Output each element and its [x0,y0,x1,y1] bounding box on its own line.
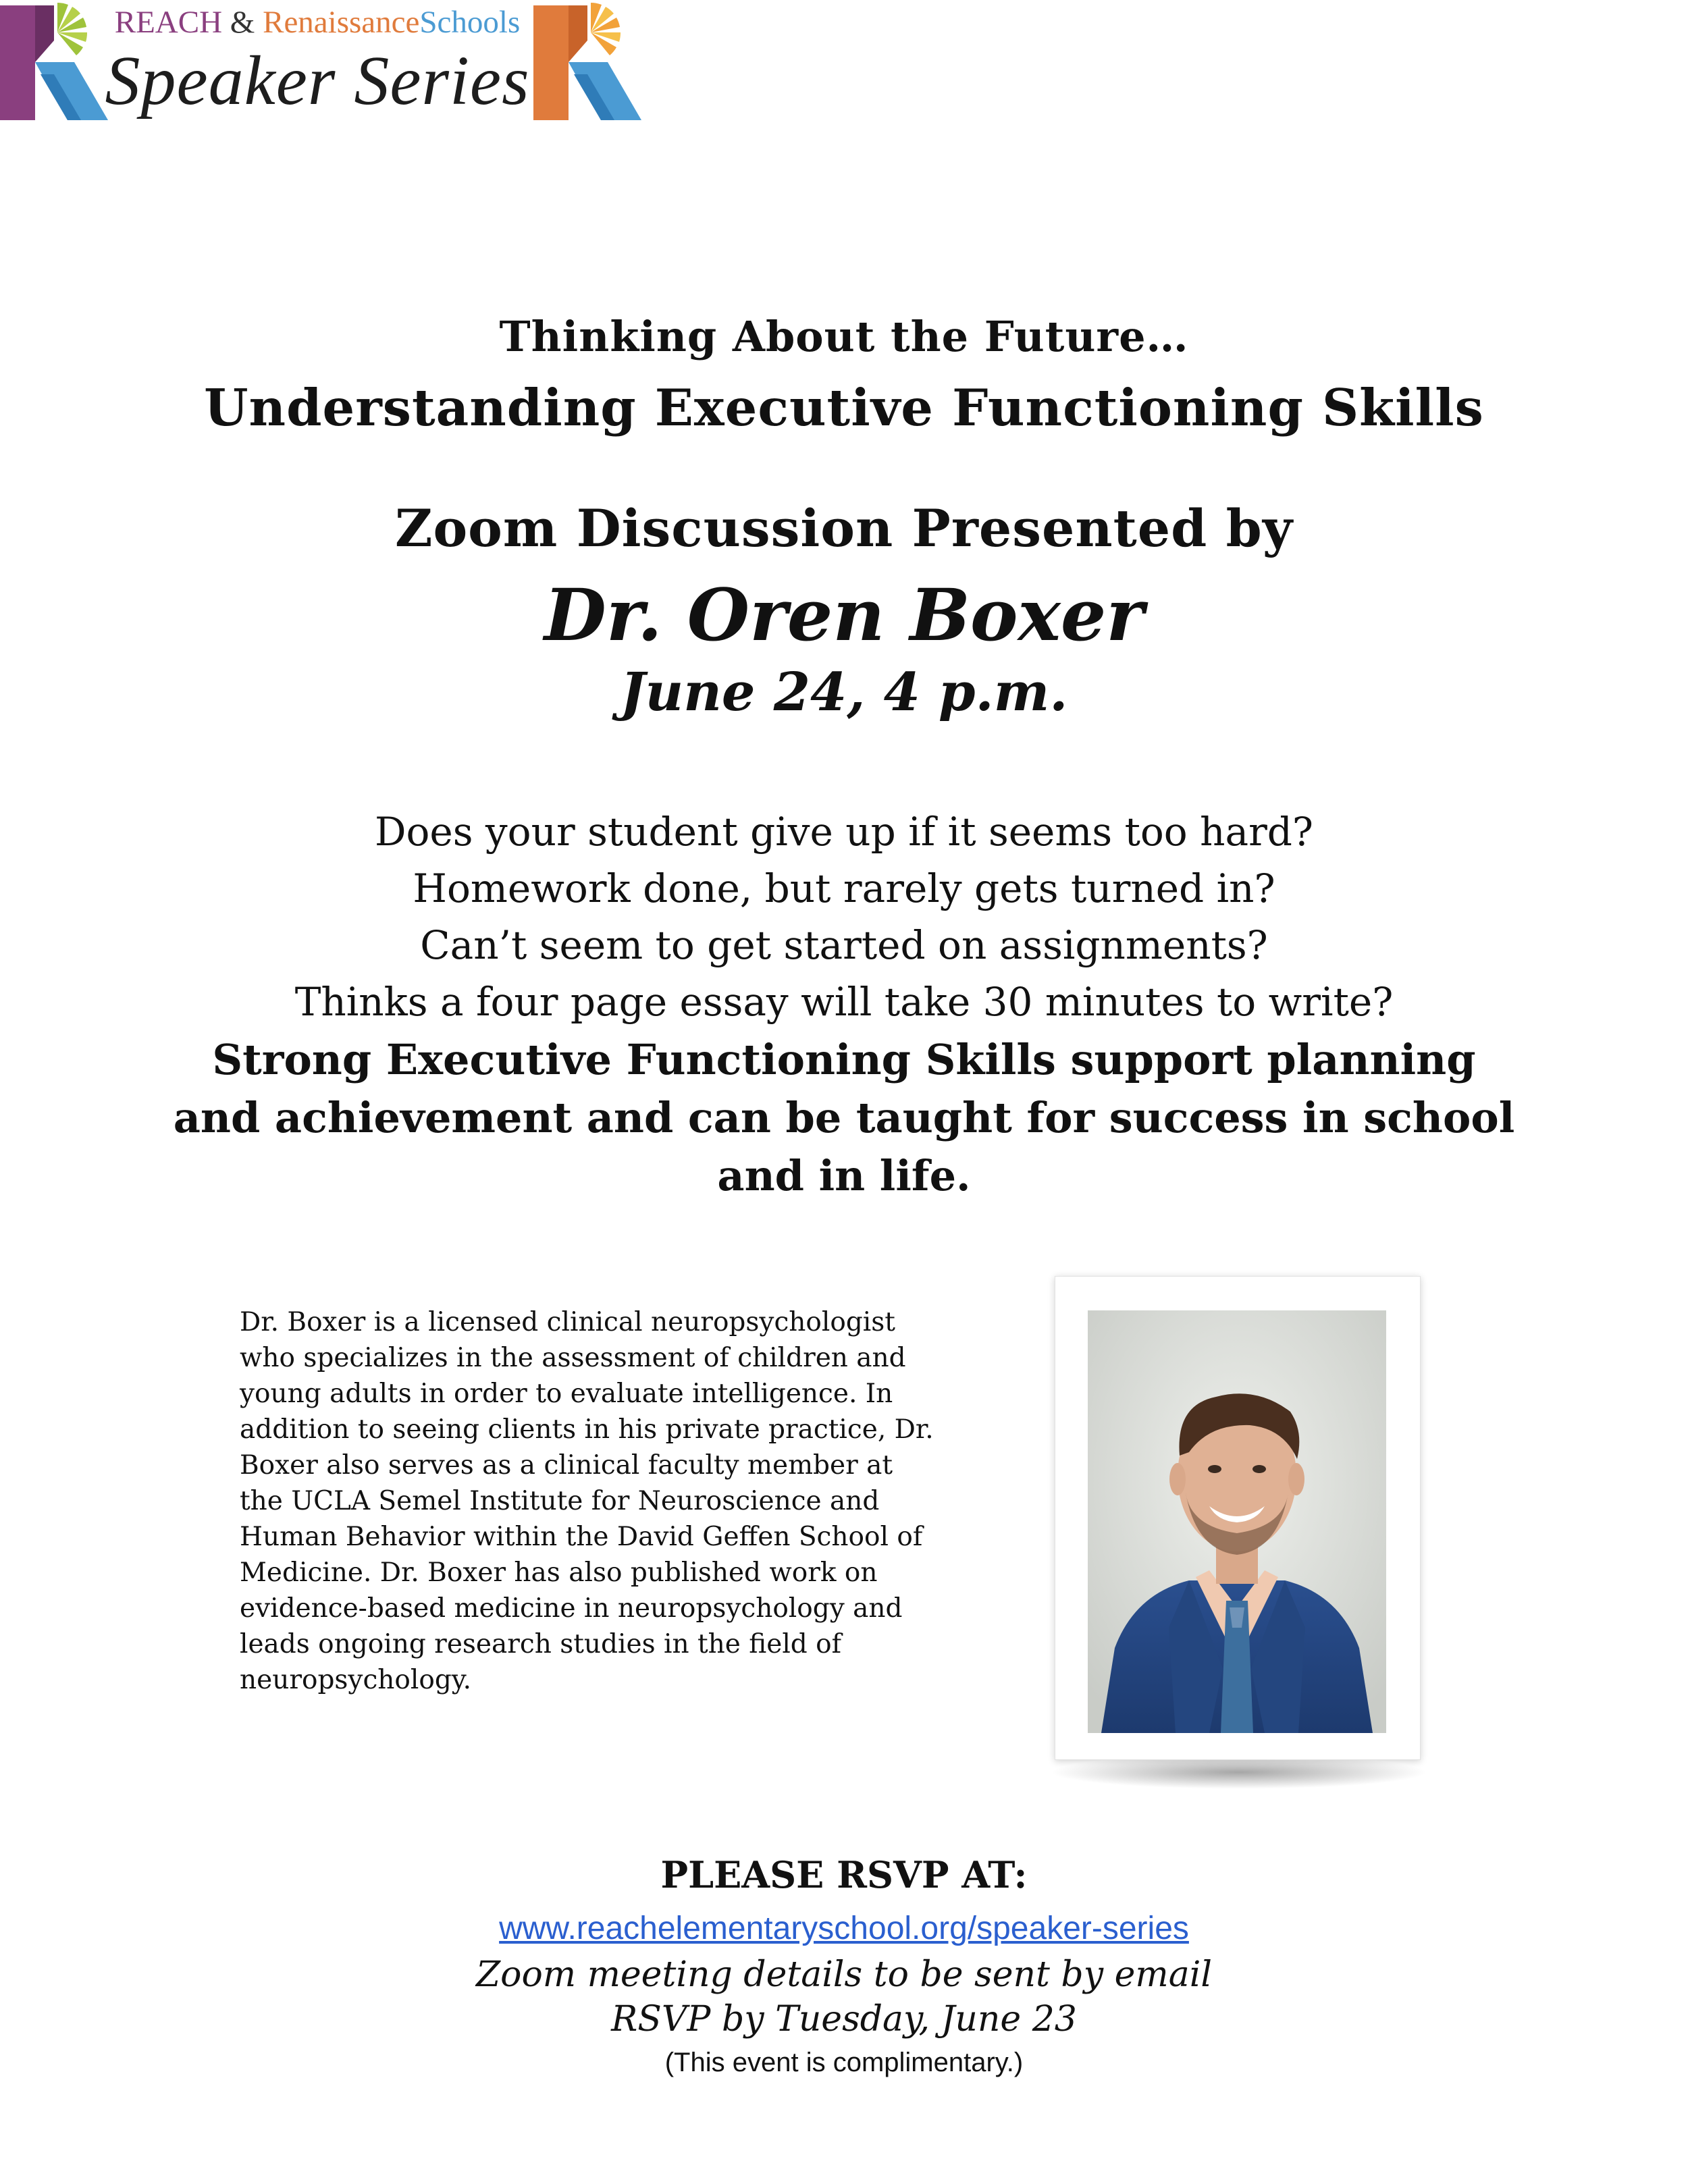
speaker-photo [1088,1310,1386,1733]
question-list [0,803,1688,1030]
speaker-name: Dr. Oren Boxer [544,572,1144,657]
photo-shadow [1050,1755,1428,1789]
event-kicker: Thinking About the Future… [499,312,1189,361]
rsvp-deadline: RSVP by Tuesday, June 23 [611,1999,1077,2040]
logo-schools-text: Schools [419,5,521,40]
question-line: Thinks a four page essay will take 30 minutes to write? [294,979,1394,1025]
question-line: Can’t seem to get started on assignments? [420,922,1268,968]
speaker-bio: Dr. Boxer is a licensed clinical neuropsychologist who specializes in the assessment of children and young adults in order to evaluate intelligence. In addition to seeing clients in his private practice, Dr. Boxer also serves as a clinical faculty member at the UCLA Semel Institute for Neuroscience and Human Behavior within the David Geffen School of Medicine. Dr. Boxer has also published work on evidence-based medicine in neuropsychology and leads ongoing research studies in the field of neuropsychology. [240,1307,934,1695]
speaker-series-logo [0,0,621,122]
logo-school-names [101,4,533,41]
question-line: Homework done, but rarely gets turned in? [413,865,1275,911]
event-date: June 24, 4 p.m. [620,662,1068,723]
logo-ampersand: & [230,5,255,40]
speaker-photo-frame [1055,1276,1421,1760]
question-line: Does your student give up if it seems too hard? [374,809,1314,855]
logo-reach-text: REACH [114,5,223,40]
renaissance-r-logo-icon [533,0,641,120]
reach-r-logo-icon [0,0,108,120]
logo-speaker-series-text: Speaker Series [105,42,530,119]
complimentary-note: (This event is complimentary.) [664,2048,1024,2077]
zoom-details-note: Zoom meeting details to be sent by email [476,1954,1212,1995]
logo-renaissance-text: Renaissance [263,5,420,40]
rsvp-link[interactable]: www.reachelementaryschool.org/speaker-series [499,1911,1189,1946]
support-statement: Strong Executive Functioning Skills support planning and achievement and can be taught for success in school and in life. [173,1035,1515,1200]
rsvp-heading: PLEASE RSVP AT: [660,1853,1028,1896]
event-headline: Understanding Executive Functioning Skills [204,378,1484,437]
presented-by-line: Zoom Discussion Presented by [395,498,1293,558]
